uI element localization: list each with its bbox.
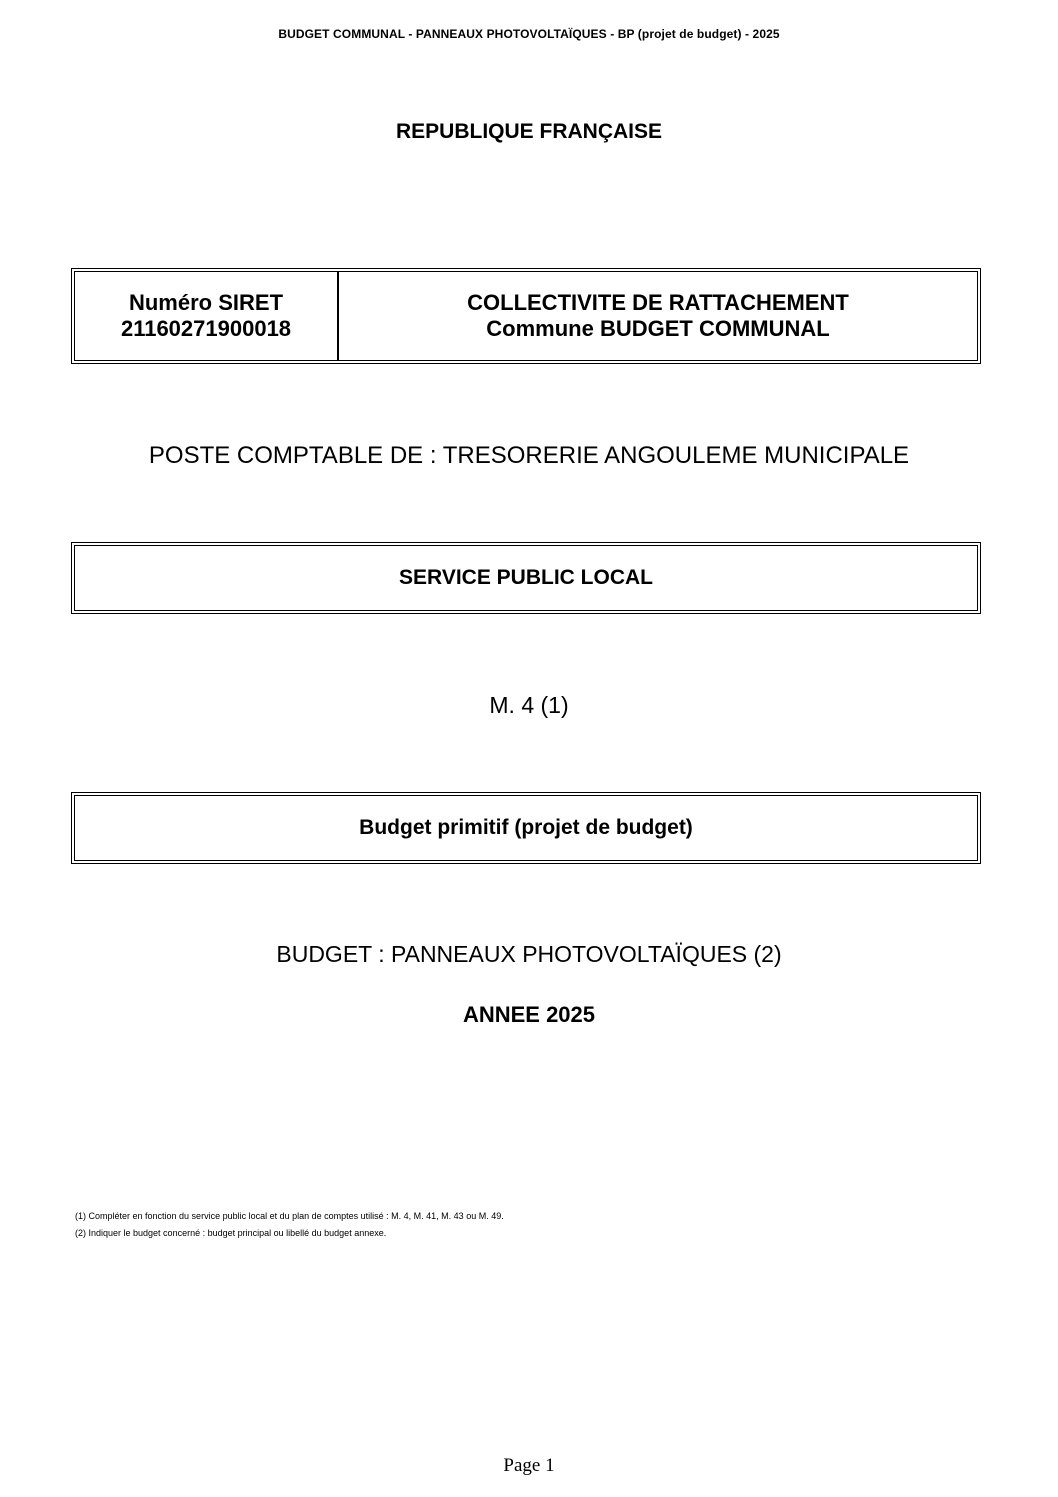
budget-type-box [74, 795, 978, 861]
budget-year: ANNEE 2025 [462, 1002, 596, 1027]
siret-number: 21160271900018 [120, 316, 292, 341]
service-public-label: SERVICE PUBLIC LOCAL [399, 566, 653, 589]
republic-title: REPUBLIQUE FRANÇAISE [395, 120, 663, 143]
collectivite-name: Commune BUDGET COMMUNAL [486, 316, 830, 341]
footnote-2: (2) Indiquer le budget concerné : budget principal ou libellé du budget annexe. [75, 1228, 387, 1238]
collectivite-heading: COLLECTIVITE DE RATTACHEMENT [467, 290, 849, 315]
collectivite-cell [339, 272, 977, 360]
footnote-1: (1) Compléter en fonction du service public local et du plan de comptes utilisé : M. 4, M. 41, M. 43 ou M. 49. [75, 1211, 504, 1221]
nomenclature: M. 4 (1) [489, 692, 569, 718]
siret-cell [75, 272, 339, 360]
running-header: BUDGET COMMUNAL - PANNEAUX PHOTOVOLTAÏQUES - BP (projet de budget) - 2025 [278, 27, 780, 41]
budget-type-label: Budget primitif (projet de budget) [359, 816, 693, 839]
poste-comptable: POSTE COMPTABLE DE : TRESORERIE ANGOULEME MUNICIPALE [148, 442, 910, 469]
budget-name: BUDGET : PANNEAUX PHOTOVOLTAÏQUES (2) [276, 941, 782, 967]
service-public-box [74, 545, 978, 611]
siret-label: Numéro SIRET [128, 290, 284, 315]
siret-collectivite-box [74, 271, 978, 361]
page-number: Page 1 [503, 1455, 555, 1476]
